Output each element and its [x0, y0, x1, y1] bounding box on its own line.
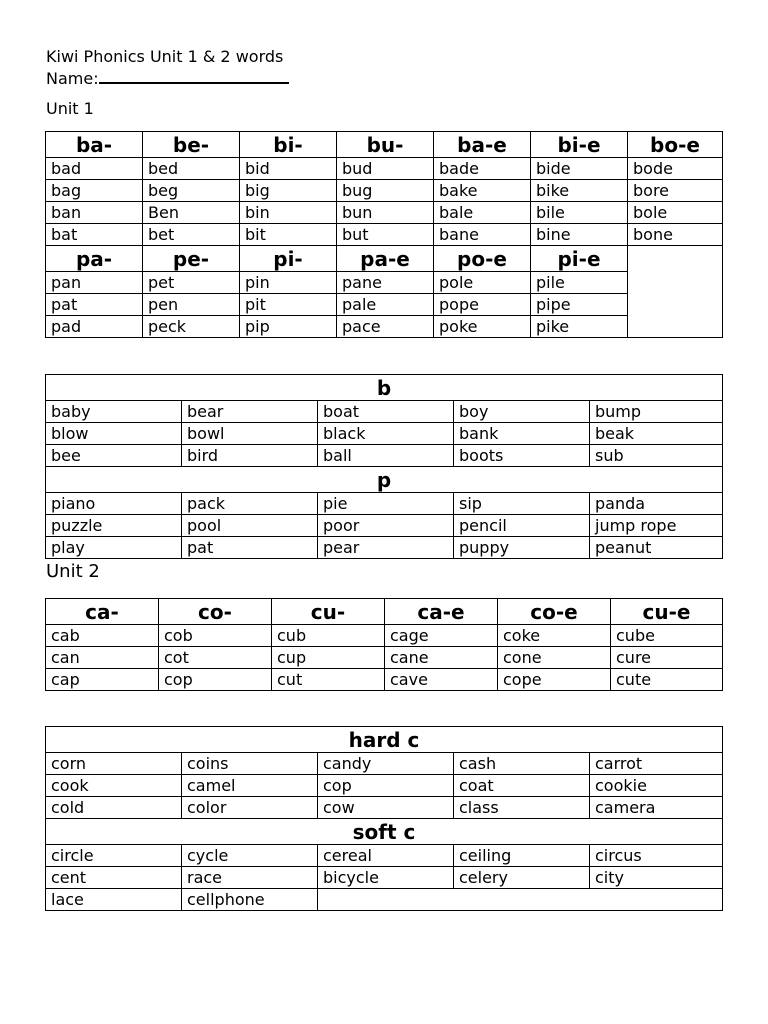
- word-cell: bale: [434, 202, 531, 224]
- word-cell: pip: [240, 316, 337, 338]
- column-header: bi-e: [531, 132, 628, 158]
- table-row: [46, 775, 723, 797]
- word-cell: cow: [318, 797, 454, 819]
- section-header-p: p: [46, 467, 723, 493]
- word-cell: pat: [46, 294, 143, 316]
- word-cell: bile: [531, 202, 628, 224]
- unit1-heading: Unit 1: [46, 99, 94, 118]
- table-row: [46, 401, 723, 423]
- word-cell: boy: [454, 401, 590, 423]
- table-header-row: [46, 246, 723, 272]
- word-cell: peck: [143, 316, 240, 338]
- word-cell: cope: [498, 669, 611, 691]
- word-cell: corn: [46, 753, 182, 775]
- word-cell: bat: [46, 224, 143, 246]
- word-cell: bike: [531, 180, 628, 202]
- table-header-row: [46, 132, 723, 158]
- column-header: pi-e: [531, 246, 628, 272]
- name-label: Name:: [46, 69, 99, 88]
- word-cell: bag: [46, 180, 143, 202]
- word-cell: bug: [337, 180, 434, 202]
- table-row: [46, 647, 723, 669]
- word-cell: circle: [46, 845, 182, 867]
- word-cell: piano: [46, 493, 182, 515]
- column-header: cu-: [272, 599, 385, 625]
- word-cell: cob: [159, 625, 272, 647]
- word-cell: pin: [240, 272, 337, 294]
- name-blank: [99, 68, 289, 84]
- word-cell: cold: [46, 797, 182, 819]
- word-cell: boat: [318, 401, 454, 423]
- column-header: ca-: [46, 599, 159, 625]
- table-row: [46, 202, 723, 224]
- section-header-row: [46, 727, 723, 753]
- word-cell: pack: [182, 493, 318, 515]
- word-cell: peanut: [590, 537, 723, 559]
- word-cell: pope: [434, 294, 531, 316]
- word-cell: panda: [590, 493, 723, 515]
- word-cell: cook: [46, 775, 182, 797]
- word-cell: ceiling: [454, 845, 590, 867]
- unit1-word-family-table: [45, 131, 723, 338]
- word-cell: beg: [143, 180, 240, 202]
- table-row: [46, 753, 723, 775]
- word-cell: bud: [337, 158, 434, 180]
- word-cell: cage: [385, 625, 498, 647]
- unit2-heading: Unit 2: [46, 561, 100, 582]
- word-cell: boots: [454, 445, 590, 467]
- word-cell: pad: [46, 316, 143, 338]
- word-cell: cave: [385, 669, 498, 691]
- word-cell: candy: [318, 753, 454, 775]
- word-cell: camera: [590, 797, 723, 819]
- word-cell: pan: [46, 272, 143, 294]
- table-row: [46, 515, 723, 537]
- table-row: [46, 272, 723, 294]
- table-row: [46, 669, 723, 691]
- word-cell: celery: [454, 867, 590, 889]
- word-cell: coke: [498, 625, 611, 647]
- table-row: [46, 294, 723, 316]
- word-cell: pile: [531, 272, 628, 294]
- word-cell: circus: [590, 845, 723, 867]
- word-cell: lace: [46, 889, 182, 911]
- section-header-row: [46, 375, 723, 401]
- table-row: [46, 224, 723, 246]
- section-header-row: [46, 819, 723, 845]
- word-cell: cane: [385, 647, 498, 669]
- word-cell: cycle: [182, 845, 318, 867]
- empty-cell: [318, 889, 723, 911]
- word-cell: cop: [159, 669, 272, 691]
- word-cell: camel: [182, 775, 318, 797]
- word-cell: poor: [318, 515, 454, 537]
- column-header: pe-: [143, 246, 240, 272]
- word-cell: cap: [46, 669, 159, 691]
- word-cell: cash: [454, 753, 590, 775]
- unit2-word-family-table: [45, 598, 723, 691]
- word-cell: cub: [272, 625, 385, 647]
- word-cell: beak: [590, 423, 723, 445]
- word-cell: bet: [143, 224, 240, 246]
- word-cell: puppy: [454, 537, 590, 559]
- word-cell: ball: [318, 445, 454, 467]
- b-p-words-table: [45, 374, 723, 559]
- table-row: [46, 845, 723, 867]
- word-cell: bee: [46, 445, 182, 467]
- name-line: [46, 68, 289, 89]
- column-header: pa-: [46, 246, 143, 272]
- word-cell: pen: [143, 294, 240, 316]
- table-row: [46, 423, 723, 445]
- word-cell: bake: [434, 180, 531, 202]
- word-cell: bit: [240, 224, 337, 246]
- word-cell: pie: [318, 493, 454, 515]
- word-cell: bad: [46, 158, 143, 180]
- word-cell: cure: [611, 647, 723, 669]
- word-cell: cute: [611, 669, 723, 691]
- word-cell: puzzle: [46, 515, 182, 537]
- section-header-b: b: [46, 375, 723, 401]
- word-cell: black: [318, 423, 454, 445]
- table-header-row: [46, 599, 723, 625]
- word-cell: cut: [272, 669, 385, 691]
- word-cell: carrot: [590, 753, 723, 775]
- word-cell: blow: [46, 423, 182, 445]
- table-row: [46, 445, 723, 467]
- word-cell: pale: [337, 294, 434, 316]
- table-row: [46, 797, 723, 819]
- word-cell: cup: [272, 647, 385, 669]
- word-cell: bun: [337, 202, 434, 224]
- column-header: bi-: [240, 132, 337, 158]
- word-cell: pane: [337, 272, 434, 294]
- word-cell: bode: [628, 158, 723, 180]
- word-cell: bide: [531, 158, 628, 180]
- word-cell: bump: [590, 401, 723, 423]
- word-cell: sip: [454, 493, 590, 515]
- word-cell: bank: [454, 423, 590, 445]
- column-header: be-: [143, 132, 240, 158]
- word-cell: cookie: [590, 775, 723, 797]
- word-cell: cellphone: [182, 889, 318, 911]
- word-cell: but: [337, 224, 434, 246]
- word-cell: baby: [46, 401, 182, 423]
- table-row: [46, 158, 723, 180]
- column-header: po-e: [434, 246, 531, 272]
- word-cell: pat: [182, 537, 318, 559]
- word-cell: color: [182, 797, 318, 819]
- word-cell: coins: [182, 753, 318, 775]
- column-header: bu-: [337, 132, 434, 158]
- hard-soft-c-table: [45, 726, 723, 911]
- word-cell: bear: [182, 401, 318, 423]
- column-header: co-: [159, 599, 272, 625]
- word-cell: bore: [628, 180, 723, 202]
- column-header: pi-: [240, 246, 337, 272]
- table-row: [46, 316, 723, 338]
- section-header-row: [46, 467, 723, 493]
- word-cell: pipe: [531, 294, 628, 316]
- word-cell: pet: [143, 272, 240, 294]
- word-cell: can: [46, 647, 159, 669]
- word-cell: play: [46, 537, 182, 559]
- word-cell: bird: [182, 445, 318, 467]
- word-cell: bone: [628, 224, 723, 246]
- word-cell: pool: [182, 515, 318, 537]
- table-row: [46, 493, 723, 515]
- table-row: [46, 537, 723, 559]
- word-cell: Ben: [143, 202, 240, 224]
- table-row: [46, 625, 723, 647]
- word-cell: cab: [46, 625, 159, 647]
- word-cell: ban: [46, 202, 143, 224]
- word-cell: pear: [318, 537, 454, 559]
- word-cell: pit: [240, 294, 337, 316]
- word-cell: cot: [159, 647, 272, 669]
- word-cell: bole: [628, 202, 723, 224]
- word-cell: city: [590, 867, 723, 889]
- word-cell: big: [240, 180, 337, 202]
- word-cell: pencil: [454, 515, 590, 537]
- worksheet-title: Kiwi Phonics Unit 1 & 2 words: [46, 47, 284, 66]
- word-cell: bicycle: [318, 867, 454, 889]
- table-row: [46, 180, 723, 202]
- word-cell: race: [182, 867, 318, 889]
- word-cell: coat: [454, 775, 590, 797]
- word-cell: poke: [434, 316, 531, 338]
- word-cell: class: [454, 797, 590, 819]
- table-row: [46, 889, 723, 911]
- word-cell: bane: [434, 224, 531, 246]
- word-cell: cereal: [318, 845, 454, 867]
- word-cell: bine: [531, 224, 628, 246]
- word-cell: sub: [590, 445, 723, 467]
- word-cell: bin: [240, 202, 337, 224]
- empty-cell: [628, 246, 723, 338]
- word-cell: cube: [611, 625, 723, 647]
- word-cell: pike: [531, 316, 628, 338]
- word-cell: cop: [318, 775, 454, 797]
- column-header: pa-e: [337, 246, 434, 272]
- section-header-soft-c: soft c: [46, 819, 723, 845]
- column-header: cu-e: [611, 599, 723, 625]
- word-cell: bid: [240, 158, 337, 180]
- table-row: [46, 867, 723, 889]
- word-cell: pole: [434, 272, 531, 294]
- word-cell: jump rope: [590, 515, 723, 537]
- column-header: co-e: [498, 599, 611, 625]
- word-cell: cent: [46, 867, 182, 889]
- word-cell: bade: [434, 158, 531, 180]
- column-header: ca-e: [385, 599, 498, 625]
- column-header: ba-e: [434, 132, 531, 158]
- word-cell: cone: [498, 647, 611, 669]
- word-cell: pace: [337, 316, 434, 338]
- word-cell: bowl: [182, 423, 318, 445]
- word-cell: bed: [143, 158, 240, 180]
- column-header: ba-: [46, 132, 143, 158]
- section-header-hard-c: hard c: [46, 727, 723, 753]
- column-header: bo-e: [628, 132, 723, 158]
